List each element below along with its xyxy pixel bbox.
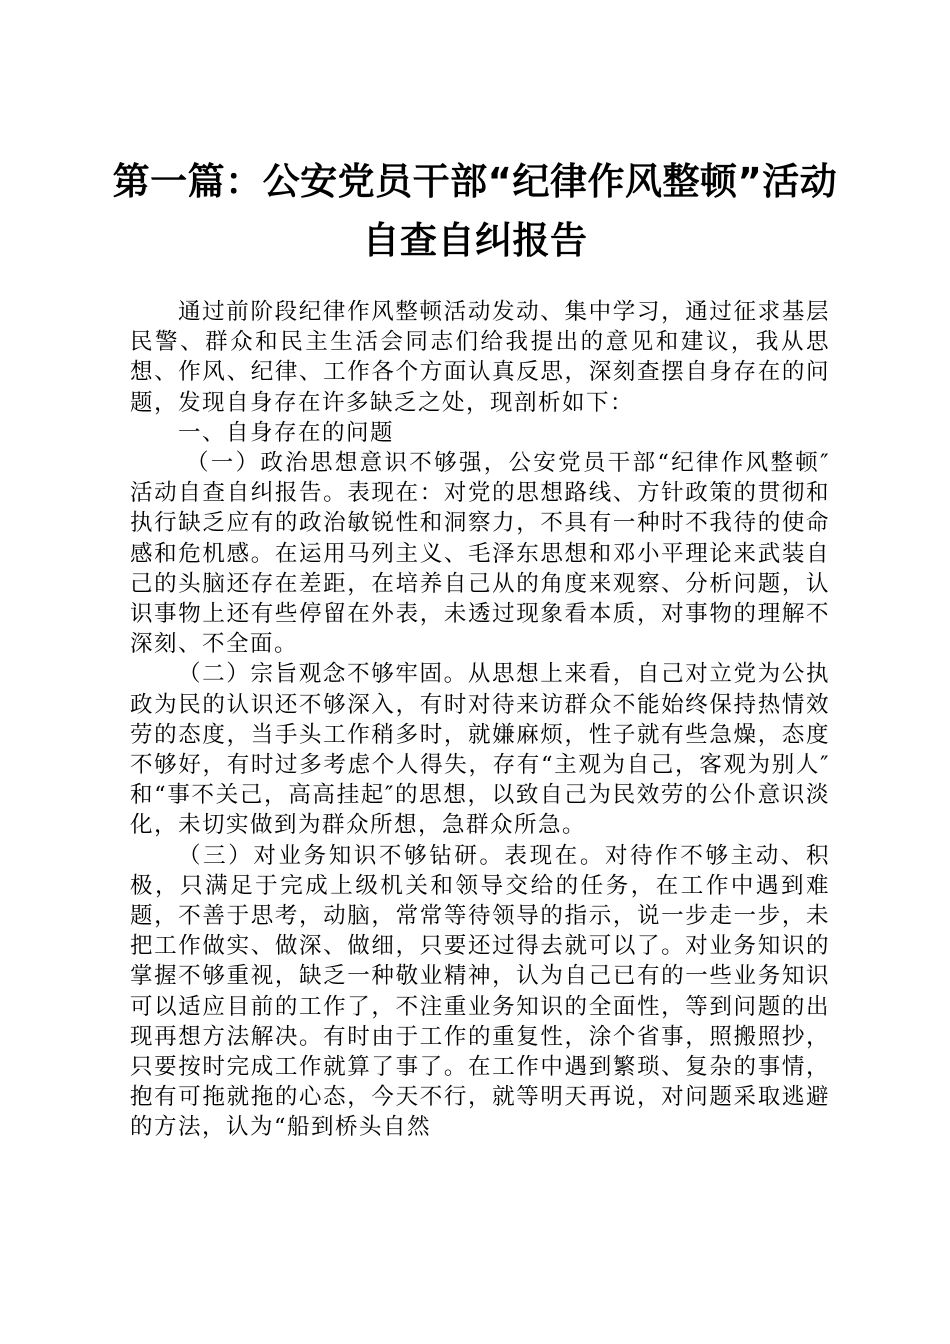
document-body [130,297,830,1143]
section-heading: 一、自身存在的问题 [178,419,395,446]
paragraph-item-2: （二）宗旨观念不够牢固。从思想上来看，自己对立党为公执政为民的认识还不够深入，有时对待来访群众不能始终保持热情效劳的态度，当手头工作稍多时，就嫌麻烦，性子就有些急燥，态度不够好，有时过多考虑个人得失，存有“主观为自己，客观为别人″和“事不关己，高高挂起″的思想，以致自己为民效劳的公仆意识淡化，未切实做到为群众所想，急群众所急。 [130,661,830,839]
intro-paragraph: 通过前阶段纪律作风整顿活动发动、集中学习，通过征求基层民警、群众和民主生活会同志们给我提出的意见和建议，我从思想、作风、纪律、工作各个方面认真反思，深刻查摆自身存在的问题，发现自身存在许多缺乏之处，现剖析如下： [130,299,830,416]
document-title-line-2: 自查自纠报告 [362,219,588,262]
document-title-line-1: 第一篇：公安党员干部“纪律作风整顿”活动 [112,160,838,203]
paragraph-item-3: （三）对业务知识不够钻研。表现在。对待作不够主动、积极，只满足于完成上级机关和领导交给的任务，在工作中遇到难题，不善于思考，动脑，常常等待领导的指示，说一步走一步，未把工作做实、做深、做细，只要还过得去就可以了。对业务知识的掌握不够重视，缺乏一种敬业精神，认为自己已有的一些业务知识可以适应目前的工作了，不注重业务知识的全面性，等到问题的出现再想方法解决。有时由于工作的重复性，涂个省事，照搬照抄，只要按时完成工作就算了事了。在工作中遇到繁琐、复杂的事情，抱有可拖就拖的心态，今天不行，就等明天再说，对问题采取逃避的方法，认为“船到桥头自然 [130,842,830,1141]
paragraph-item-1: （一）政治思想意识不够强，公安党员干部“纪律作风整顿″活动自查自纠报告。表现在：对党的思想路线、方针政策的贯彻和执行缺乏应有的政治敏锐性和洞察力，不具有一种时不我待的使命感和危机感。在运用马列主义、毛泽东思想和邓小平理论来武装自己的头脑还存在差距，在培养自己从的角度来观察、分析问题，认识事物上还有些停留在外表，未透过现象看本质，对事物的理解不深刻、不全面。 [130,450,830,658]
